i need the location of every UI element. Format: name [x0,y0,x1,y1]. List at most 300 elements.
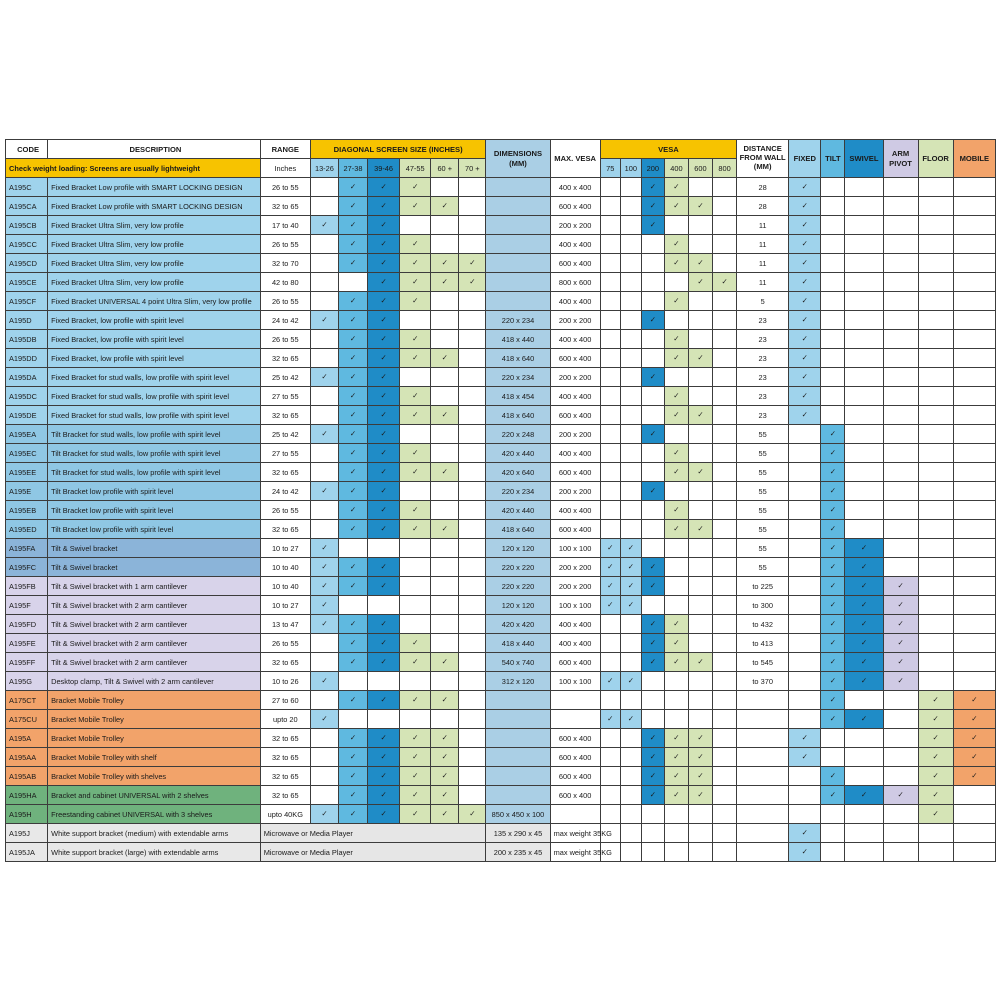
size-cell [338,577,367,596]
row-max-vesa: 600 x 400 [550,767,600,786]
size-cell [310,520,338,539]
table-row [6,197,996,216]
feature-mobile [953,292,995,311]
size-cell [338,672,367,691]
size-cell [400,558,431,577]
tick-icon: ✓ [649,752,656,762]
feature-arm [883,387,918,406]
vesa-cell [688,444,712,463]
feature-fixed [789,216,821,235]
feature-fixed [789,520,821,539]
size-cell [310,748,338,767]
vesa-cell [688,425,712,444]
tick-icon: ✓ [349,220,357,230]
tick-icon: ✓ [380,790,387,800]
header-row [6,140,996,159]
size-cell [368,786,400,805]
feature-fixed [789,292,821,311]
table-row [6,539,996,558]
size-cell [368,216,400,235]
row-description: Tilt & Swivel bracket [48,539,261,558]
row-range: 10 to 26 [260,672,310,691]
row-max-vesa: 400 x 400 [550,292,600,311]
feature-tilt [821,444,845,463]
row-distance: 11 [737,273,789,292]
feature-tilt [821,501,845,520]
size-13-26: 13-26 [310,159,338,178]
table-row [6,843,996,862]
row-dimensions: 220 x 234 [486,368,550,387]
feature-swivel [845,558,883,577]
table-row [6,596,996,615]
table-row [6,482,996,501]
vesa-cell [664,653,688,672]
row-description: Bracket Mobile Trolley [48,729,261,748]
vesa-cell [688,786,712,805]
row-code: A195FE [6,634,48,653]
tick-icon: ✓ [860,638,868,648]
vesa-cell [688,273,712,292]
vesa-cell [688,710,712,729]
vesa-cell [664,558,688,577]
tick-icon: ✓ [607,600,614,610]
row-distance: to 225 [737,577,789,596]
tick-icon: ✓ [412,239,419,249]
feature-mobile [953,197,995,216]
feature-mobile [953,824,995,843]
feature-fixed [789,311,821,330]
feature-tilt [821,539,845,558]
size-cell [368,425,400,444]
tick-icon: ✓ [932,771,939,781]
size-cell [400,653,431,672]
vesa-cell [664,824,688,843]
row-description: Fixed Bracket, low profile with spirit level [48,311,261,330]
vesa-cell [620,558,641,577]
vesa-cell [713,691,737,710]
tick-icon: ✓ [801,391,808,401]
feature-arm [883,425,918,444]
tick-icon: ✓ [697,790,704,800]
row-code: A195DD [6,349,48,368]
vesa-cell [620,178,641,197]
feature-arm [883,406,918,425]
vesa-cell [620,482,641,501]
size-cell [310,729,338,748]
vesa-cell [600,634,620,653]
size-cell [368,235,400,254]
vesa-cell [641,349,664,368]
feature-tilt [821,634,845,653]
tick-icon: ✓ [412,771,419,781]
row-description: Bracket and cabinet UNIVERSAL with 2 shelves [48,786,261,805]
size-cell [338,691,367,710]
tick-icon: ✓ [860,600,868,610]
feature-fixed [789,406,821,425]
feature-floor [918,539,953,558]
tick-icon: ✓ [349,733,357,743]
row-distance: 11 [737,254,789,273]
size-cell [400,672,431,691]
row-code: A195HA [6,786,48,805]
vesa-cell [641,843,664,862]
size-cell [459,786,486,805]
vesa-cell [713,539,737,558]
tick-icon: ✓ [349,619,357,629]
row-code: A195FF [6,653,48,672]
tick-icon: ✓ [380,695,387,705]
vesa-cell [600,615,620,634]
vesa-cell [620,843,641,862]
tick-icon: ✓ [801,733,808,743]
vesa-cell [600,197,620,216]
tick-icon: ✓ [412,391,419,401]
feature-mobile [953,520,995,539]
feature-floor [918,558,953,577]
feature-tilt [821,292,845,311]
row-range: 32 to 65 [260,653,310,672]
row-distance: 11 [737,235,789,254]
size-cell [431,254,459,273]
vesa-cell [620,710,641,729]
row-range: 32 to 65 [260,767,310,786]
feature-tilt [821,672,845,691]
row-max-vesa [550,805,600,824]
size-cell [368,672,400,691]
row-distance [737,767,789,786]
tick-icon: ✓ [380,334,387,344]
vesa-cell [641,197,664,216]
vesa-cell [620,748,641,767]
row-description: Tilt Bracket for stud walls, low profile with spirit level [48,425,261,444]
row-max-vesa: 400 x 400 [550,444,600,463]
row-range: 24 to 42 [260,482,310,501]
table-row [6,805,996,824]
feature-tilt [821,558,845,577]
feature-fixed [789,672,821,691]
vesa-cell [688,349,712,368]
tick-icon: ✓ [697,733,704,743]
vesa-cell [688,501,712,520]
row-range: 42 to 80 [260,273,310,292]
size-cell [459,368,486,387]
vesa-cell [664,691,688,710]
size-cell [368,520,400,539]
row-dimensions: 420 x 420 [486,615,550,634]
vesa-cell [641,824,664,843]
feature-floor [918,254,953,273]
vesa-cell [713,577,737,596]
feature-floor [918,216,953,235]
table-row [6,463,996,482]
row-distance: to 545 [737,653,789,672]
size-cell [368,767,400,786]
size-cell [338,273,367,292]
row-distance: 11 [737,216,789,235]
size-cell [368,330,400,349]
feature-arm [883,254,918,273]
size-cell [459,653,486,672]
feature-mobile [953,710,995,729]
vesa-cell [600,254,620,273]
vesa-cell [688,311,712,330]
vesa-cell [620,824,641,843]
tick-icon: ✓ [321,676,328,686]
vesa-cell [600,463,620,482]
vesa-cell [641,406,664,425]
row-range: 26 to 55 [260,330,310,349]
size-cell [431,805,459,824]
vesa-cell [688,767,712,786]
feature-floor [918,596,953,615]
tick-icon: ✓ [649,771,656,781]
tick-icon: ✓ [349,771,357,781]
size-cell [459,767,486,786]
vesa-cell [713,596,737,615]
size-cell [400,615,431,634]
tick-icon: ✓ [897,676,904,686]
feature-arm [883,292,918,311]
table-row [6,710,996,729]
row-dimensions [486,767,550,786]
tick-icon: ✓ [673,201,680,211]
feature-fixed [789,444,821,463]
row-description: Fixed Bracket Low profile with SMART LOCKING DESIGN [48,178,261,197]
size-cell [400,501,431,520]
tick-icon: ✓ [380,277,387,287]
row-code: A195ED [6,520,48,539]
feature-swivel [845,710,883,729]
table-row [6,634,996,653]
tick-icon: ✓ [721,277,728,287]
vesa-600: 600 [688,159,712,178]
vesa-cell [600,482,620,501]
feature-swivel [845,615,883,634]
feature-floor [918,653,953,672]
vesa-cell [620,349,641,368]
vesa-cell [664,615,688,634]
vesa-cell [713,444,737,463]
tick-icon: ✓ [412,657,419,667]
row-code: A195A [6,729,48,748]
tick-icon: ✓ [412,790,419,800]
size-cell [400,406,431,425]
tick-icon: ✓ [349,809,357,819]
row-dimensions [486,729,550,748]
row-max-vesa: 100 x 100 [550,539,600,558]
size-cell [459,292,486,311]
size-cell [368,653,400,672]
feature-floor [918,710,953,729]
size-cell [338,501,367,520]
size-cell [310,482,338,501]
row-range: 32 to 65 [260,406,310,425]
tick-icon: ✓ [380,505,387,515]
feature-tilt [821,330,845,349]
vesa-cell [713,368,737,387]
row-distance: 23 [737,387,789,406]
tick-icon: ✓ [441,467,448,477]
vesa-cell [713,273,737,292]
row-dimensions: 420 x 440 [486,444,550,463]
tick-icon: ✓ [412,809,419,819]
vesa-cell [620,292,641,311]
tick-icon: ✓ [829,505,836,515]
table-row [6,767,996,786]
row-description: Fixed Bracket Ultra Slim, very low profile [48,273,261,292]
tick-icon: ✓ [697,258,704,268]
feature-mobile [953,330,995,349]
row-dimensions: 420 x 640 [486,463,550,482]
tick-icon: ✓ [697,752,704,762]
feature-swivel [845,577,883,596]
size-cell [310,463,338,482]
row-dimensions: 200 x 235 x 45 [486,843,550,862]
row-range: 26 to 55 [260,501,310,520]
size-cell [368,349,400,368]
feature-floor [918,273,953,292]
row-range: 10 to 40 [260,558,310,577]
size-cell [310,615,338,634]
size-cell [310,368,338,387]
vesa-cell [600,444,620,463]
size-cell [368,748,400,767]
tick-icon: ✓ [697,771,704,781]
tick-icon: ✓ [829,581,836,591]
feature-arm [883,349,918,368]
feature-fixed [789,596,821,615]
col-diagonal-size: DIAGONAL SCREEN SIZE (INCHES) [310,140,486,159]
col-vesa: VESA [600,140,736,159]
row-description: Fixed Bracket Low profile with SMART LOCKING DESIGN [48,197,261,216]
vesa-cell [600,406,620,425]
vesa-cell [688,520,712,539]
tick-icon: ✓ [801,239,808,249]
tick-icon: ✓ [607,714,614,724]
size-cell [431,710,459,729]
feature-tilt [821,178,845,197]
tick-icon: ✓ [673,391,680,401]
row-description: Tilt Bracket low profile with spirit level [48,482,261,501]
size-cell [338,767,367,786]
feature-swivel [845,463,883,482]
vesa-cell [713,558,737,577]
tick-icon: ✓ [441,771,448,781]
tick-icon: ✓ [932,752,939,762]
feature-mobile [953,596,995,615]
row-dimensions: 418 x 440 [486,330,550,349]
row-dimensions: 418 x 454 [486,387,550,406]
tick-icon: ✓ [321,429,328,439]
feature-tilt [821,824,845,843]
size-cell [459,197,486,216]
tick-icon: ✓ [380,372,387,382]
feature-arm [883,444,918,463]
vesa-cell [664,596,688,615]
feature-floor [918,786,953,805]
tick-icon: ✓ [897,619,904,629]
vesa-cell [713,824,737,843]
feature-floor [918,444,953,463]
size-cell [431,178,459,197]
size-cell [368,805,400,824]
row-max-vesa [550,710,600,729]
row-distance: to 413 [737,634,789,653]
size-cell [400,786,431,805]
table-row [6,406,996,425]
vesa-cell [713,786,737,805]
feature-floor [918,387,953,406]
vesa-cell [664,577,688,596]
tick-icon: ✓ [649,182,656,192]
row-code: A175CU [6,710,48,729]
weight-note: Check weight loading: Screens are usually lightweight [6,159,261,178]
size-cell [459,387,486,406]
tick-icon: ✓ [321,600,328,610]
tick-icon: ✓ [801,258,808,268]
tick-icon: ✓ [412,638,419,648]
size-cell [310,672,338,691]
feature-mobile [953,653,995,672]
tick-icon: ✓ [697,524,704,534]
tick-icon: ✓ [412,258,419,268]
feature-floor [918,615,953,634]
tick-icon: ✓ [673,182,680,192]
tick-icon: ✓ [801,277,808,287]
tick-icon: ✓ [349,429,357,439]
row-range: 26 to 55 [260,235,310,254]
tick-icon: ✓ [380,771,387,781]
tick-icon: ✓ [441,733,448,743]
row-max-vesa: 400 x 400 [550,615,600,634]
feature-tilt [821,273,845,292]
row-distance: 5 [737,292,789,311]
vesa-cell [641,216,664,235]
feature-floor [918,767,953,786]
vesa-cell [688,406,712,425]
row-range: 25 to 42 [260,425,310,444]
size-cell [310,349,338,368]
tick-icon: ✓ [627,676,634,686]
tick-icon: ✓ [801,315,808,325]
feature-arm [883,577,918,596]
vesa-cell [600,596,620,615]
size-cell [431,786,459,805]
feature-swivel [845,425,883,444]
tick-icon: ✓ [349,448,357,458]
vesa-cell [713,254,737,273]
size-cell [431,349,459,368]
tick-icon: ✓ [380,733,387,743]
feature-tilt [821,235,845,254]
tick-icon: ✓ [673,771,680,781]
size-cell [459,577,486,596]
feature-swivel [845,824,883,843]
col-dimensions: DIMENSIONS (MM) [486,140,550,178]
size-cell [459,425,486,444]
feature-arm [883,729,918,748]
feature-swivel [845,691,883,710]
size-cell [368,311,400,330]
tick-icon: ✓ [801,372,808,382]
row-range: 10 to 27 [260,596,310,615]
row-description: Fixed Bracket Ultra Slim, very low profile [48,254,261,273]
tick-icon: ✓ [380,239,387,249]
row-distance: 55 [737,463,789,482]
size-cell [368,615,400,634]
table-row [6,520,996,539]
vesa-cell [664,406,688,425]
